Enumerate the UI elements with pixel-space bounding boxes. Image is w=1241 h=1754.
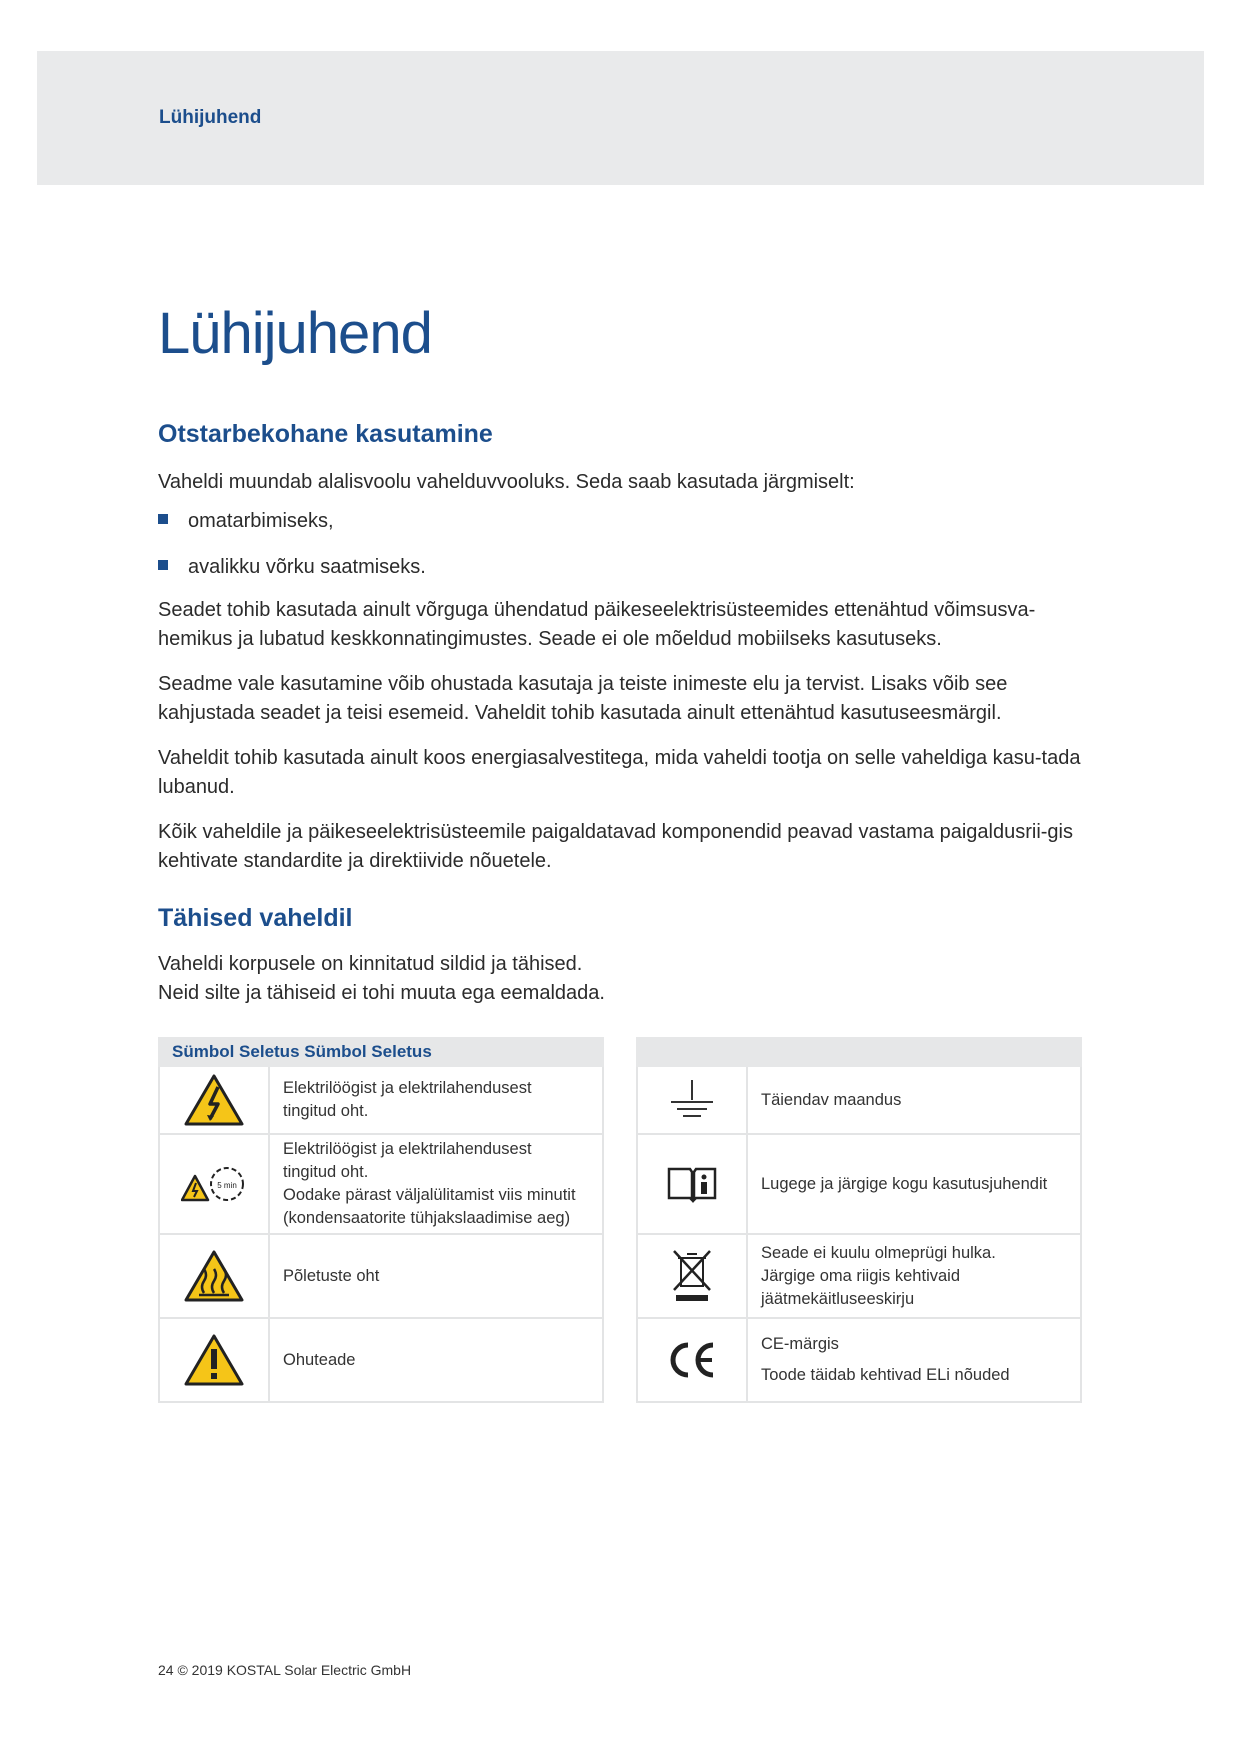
bullet-square-icon bbox=[158, 560, 168, 570]
section-heading-usage: Otstarbekohane kasutamine bbox=[158, 420, 493, 448]
symbols-intro-line1: Vaheldi korpusele on kinnitatud sildid ja tähised. bbox=[158, 953, 583, 975]
table-row bbox=[158, 1135, 604, 1235]
header-title: Lühijuhend bbox=[159, 107, 262, 128]
list-item: omatarbimiseks, bbox=[158, 510, 334, 533]
table-row bbox=[636, 1319, 1082, 1403]
row-text: CE-märgis bbox=[761, 1335, 839, 1353]
paragraph: Seadme vale kasutamine võib ohustada kasutaja ja teiste inimeste elu ja tervist. Lisaks võib see kahjustada seadet ja teisi esemeid. Vaheldit tohib kasutada ainult ettenähtud kasutuseesmärgil. bbox=[158, 673, 1008, 724]
table-header: Sümbol Seletus Sümbol Seletus bbox=[158, 1037, 604, 1067]
table-header-blank bbox=[636, 1037, 1082, 1067]
manual-icon bbox=[638, 1135, 748, 1233]
symbols-intro-line2: Neid silte ja tähiseid ei tohi muuta ega eemaldada. bbox=[158, 982, 605, 1004]
list-item: avalikku võrku saatmiseks. bbox=[158, 556, 426, 579]
symbol-table-left bbox=[158, 1037, 604, 1403]
page-title: Lühijuhend bbox=[158, 301, 432, 366]
paragraph: Vaheldit tohib kasutada ainult koos energiasalvestitega, mida vaheldi tootja on selle vaheldiga kasu-tada lubanud. bbox=[158, 747, 1081, 798]
table-row bbox=[158, 1067, 604, 1135]
paragraph: Seadet tohib kasutada ainult võrguga ühendatud päikeseelektrisüsteemides ettenähtud võimsusva-hemikus ja lubatud keskkonnatingimustes. Seade ei ole mõeldud mobiilseks kasutuseks. bbox=[158, 599, 1036, 650]
table-row bbox=[636, 1135, 1082, 1235]
table-row bbox=[158, 1235, 604, 1319]
row-text: Järgige oma riigis kehtivaid jäätmekäitluseeskirju bbox=[761, 1266, 961, 1308]
row-text: Seade ei kuulu olmeprügi hulka. bbox=[761, 1243, 996, 1262]
row-text: Täiendav maandus bbox=[761, 1090, 902, 1109]
footer: 24 © 2019 KOSTAL Solar Electric GmbH bbox=[158, 1662, 412, 1678]
table-row bbox=[158, 1319, 604, 1403]
header-band bbox=[37, 51, 1204, 185]
warning-icon bbox=[160, 1319, 270, 1401]
ce-mark-icon bbox=[638, 1319, 748, 1401]
ground-icon bbox=[638, 1067, 748, 1133]
wait-5min-icon bbox=[160, 1135, 270, 1233]
row-text: Toode täidab kehtivad ELi nõuded bbox=[761, 1366, 1010, 1384]
row-text: Elektrilöögist ja elektrilahendusest tingitud oht. bbox=[283, 1140, 532, 1181]
electric-hazard-icon bbox=[160, 1067, 270, 1133]
row-text: Oodake pärast väljalülitamist viis minutit (kondensaatorite tühjakslaadimise aeg) bbox=[283, 1186, 576, 1227]
row-text: Põletuste oht bbox=[283, 1266, 380, 1285]
weee-bin-icon bbox=[638, 1235, 748, 1317]
usage-intro: Vaheldi muundab alalisvoolu vahelduvvooluks. Seda saab kasutada järgmiselt: bbox=[158, 471, 855, 493]
hot-surface-icon bbox=[160, 1235, 270, 1317]
row-text: Elektrilöögist ja elektrilahendusest tingitud oht. bbox=[283, 1079, 532, 1120]
row-text: Lugege ja järgige kogu kasutusjuhendit bbox=[761, 1174, 1048, 1193]
table-row bbox=[636, 1067, 1082, 1135]
paragraph: Kõik vaheldile ja päikeseelektrisüsteemile paigaldatavad komponendid peavad vastama paigaldusrii-gis kehtivate standardite ja direktiivide nõuetele. bbox=[158, 821, 1073, 872]
svg-text:5 min: 5 min bbox=[217, 1181, 237, 1190]
table-row bbox=[636, 1235, 1082, 1319]
section-heading-symbols: Tähised vaheldil bbox=[158, 904, 353, 932]
symbol-table-right bbox=[636, 1037, 1082, 1403]
bullet-square-icon bbox=[158, 514, 168, 524]
row-text: Ohuteade bbox=[283, 1350, 356, 1369]
